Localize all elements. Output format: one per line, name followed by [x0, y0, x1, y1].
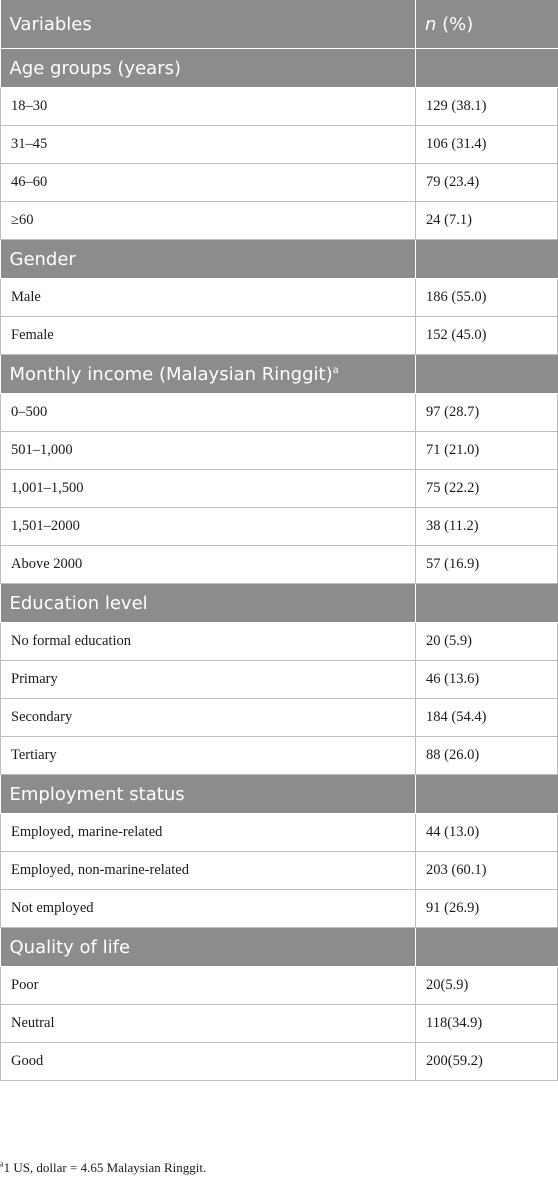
row-label: No formal education — [1, 623, 416, 661]
table-row — [1, 279, 558, 317]
row-value: 88 (26.0) — [416, 737, 558, 775]
section-title: Employment status — [1, 775, 416, 814]
row-value: 203 (60.1) — [416, 852, 558, 890]
row-value: 44 (13.0) — [416, 814, 558, 852]
row-label: Male — [1, 279, 416, 317]
section-empty-cell — [416, 928, 558, 967]
table-row — [1, 699, 558, 737]
table-row — [1, 88, 558, 126]
row-label: Primary — [1, 661, 416, 699]
section-row-gender — [1, 240, 558, 279]
row-value: 75 (22.2) — [416, 470, 558, 508]
row-value: 46 (13.6) — [416, 661, 558, 699]
footnote-text: 1 US, dollar = 4.65 Malaysian Ringgit. — [3, 1160, 207, 1175]
table-row — [1, 508, 558, 546]
header-variables: Variables — [1, 0, 416, 49]
section-title: Age groups (years) — [1, 49, 416, 88]
footnote-marker: a — [0, 1159, 4, 1169]
section-row-quality-of-life — [1, 928, 558, 967]
table-row — [1, 737, 558, 775]
header-percent: (%) — [442, 13, 474, 35]
section-title-text: Monthly income (Malaysian Ringgit) — [9, 363, 333, 385]
row-value: 152 (45.0) — [416, 317, 558, 355]
row-label: Good — [1, 1043, 416, 1081]
row-value: 20 (5.9) — [416, 623, 558, 661]
section-title: Quality of life — [1, 928, 416, 967]
row-label: Neutral — [1, 1005, 416, 1043]
table-row — [1, 852, 558, 890]
section-empty-cell — [416, 355, 558, 394]
table-row — [1, 164, 558, 202]
table-row — [1, 394, 558, 432]
table-header-row — [1, 0, 558, 49]
row-value: 118(34.9) — [416, 1005, 558, 1043]
table-row — [1, 317, 558, 355]
table-footnote — [0, 1160, 206, 1176]
row-label: 501–1,000 — [1, 432, 416, 470]
row-value: 184 (54.4) — [416, 699, 558, 737]
table-row — [1, 1043, 558, 1081]
row-label: Tertiary — [1, 737, 416, 775]
footnote-marker: a — [332, 364, 339, 376]
table-row — [1, 967, 558, 1005]
row-value: 97 (28.7) — [416, 394, 558, 432]
section-row-employment-status — [1, 775, 558, 814]
section-title: Gender — [1, 240, 416, 279]
row-value: 200(59.2) — [416, 1043, 558, 1081]
table-row — [1, 126, 558, 164]
row-value: 79 (23.4) — [416, 164, 558, 202]
row-label: Employed, marine-related — [1, 814, 416, 852]
header-n-percent — [416, 0, 558, 49]
row-value: 38 (11.2) — [416, 508, 558, 546]
row-label: 0–500 — [1, 394, 416, 432]
row-value: 91 (26.9) — [416, 890, 558, 928]
row-value: 186 (55.0) — [416, 279, 558, 317]
row-label: 18–30 — [1, 88, 416, 126]
table-row — [1, 623, 558, 661]
section-row-monthly-income — [1, 355, 558, 394]
header-n: n — [425, 13, 437, 35]
table-row — [1, 202, 558, 240]
table-row — [1, 890, 558, 928]
row-value: 71 (21.0) — [416, 432, 558, 470]
section-row-age-groups — [1, 49, 558, 88]
table-row — [1, 546, 558, 584]
section-title — [1, 355, 416, 394]
section-empty-cell — [416, 775, 558, 814]
row-label: 1,001–1,500 — [1, 470, 416, 508]
section-empty-cell — [416, 240, 558, 279]
row-label: 1,501–2000 — [1, 508, 416, 546]
row-label: 46–60 — [1, 164, 416, 202]
row-value: 106 (31.4) — [416, 126, 558, 164]
section-title: Education level — [1, 584, 416, 623]
row-label: Secondary — [1, 699, 416, 737]
row-label: 31–45 — [1, 126, 416, 164]
row-label: Above 2000 — [1, 546, 416, 584]
section-empty-cell — [416, 584, 558, 623]
row-label: Female — [1, 317, 416, 355]
table-row — [1, 432, 558, 470]
table-row — [1, 1005, 558, 1043]
row-label: Not employed — [1, 890, 416, 928]
row-value: 57 (16.9) — [416, 546, 558, 584]
table-row — [1, 814, 558, 852]
row-label: Poor — [1, 967, 416, 1005]
section-empty-cell — [416, 49, 558, 88]
section-row-education-level — [1, 584, 558, 623]
row-label: ≥60 — [1, 202, 416, 240]
row-value: 24 (7.1) — [416, 202, 558, 240]
table-row — [1, 470, 558, 508]
row-label: Employed, non-marine-related — [1, 852, 416, 890]
table-row — [1, 661, 558, 699]
row-value: 20(5.9) — [416, 967, 558, 1005]
row-value: 129 (38.1) — [416, 88, 558, 126]
